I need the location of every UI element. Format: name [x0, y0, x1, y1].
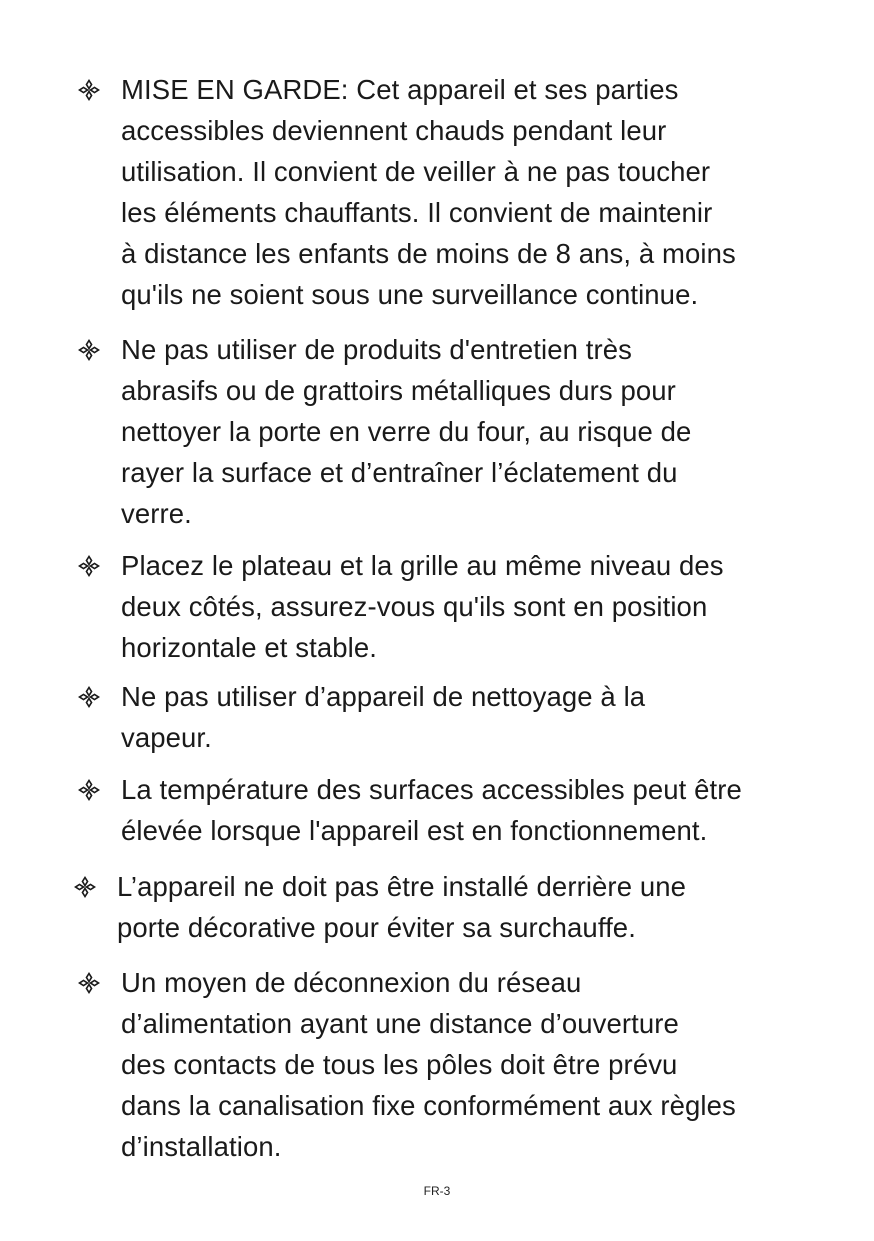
four-diamond-icon: [72, 866, 98, 908]
page-number: FR-3: [423, 1184, 451, 1198]
warning-item-text: MISE EN GARDE: Cet appareil et ses parties accessibles deviennent chauds pendant leur utilisation. Il convient de veiller à ne pas toucher les éléments chauffants. Il convient de maintenir à distance les enfants de moins de 8 ans, à moins qu'ils ne soient sous une surveillance continue.: [121, 74, 736, 310]
four-diamond-icon: [76, 962, 102, 1004]
four-diamond-icon: [76, 545, 102, 587]
four-diamond-icon: [76, 329, 102, 371]
warning-item-text: Un moyen de déconnexion du réseau d’alimentation ayant une distance d’ouverture des contacts de tous les pôles doit être prévu dans la canalisation fixe conformément aux règles d’installation.: [121, 967, 736, 1162]
four-diamond-icon: [76, 676, 102, 718]
warning-item-text: Ne pas utiliser de produits d'entretien très abrasifs ou de grattoirs métalliques durs pour nettoyer la porte en verre du four, au risque de rayer la surface et d’entraîner l’éclatement du verre.: [121, 334, 692, 529]
warning-item-text: L’appareil ne doit pas être installé derrière une porte décorative pour éviter sa surchauffe.: [117, 871, 687, 943]
warning-item-text: Ne pas utiliser d’appareil de nettoyage à la vapeur.: [121, 681, 646, 753]
four-diamond-icon: [76, 69, 102, 111]
warning-item-text: La température des surfaces accessibles peut être élevée lorsque l'appareil est en fonctionnement.: [121, 774, 742, 846]
warning-item-text: Placez le plateau et la grille au même niveau des deux côtés, assurez-vous qu'ils sont en position horizontale et stable.: [121, 550, 724, 663]
four-diamond-icon: [76, 769, 102, 811]
